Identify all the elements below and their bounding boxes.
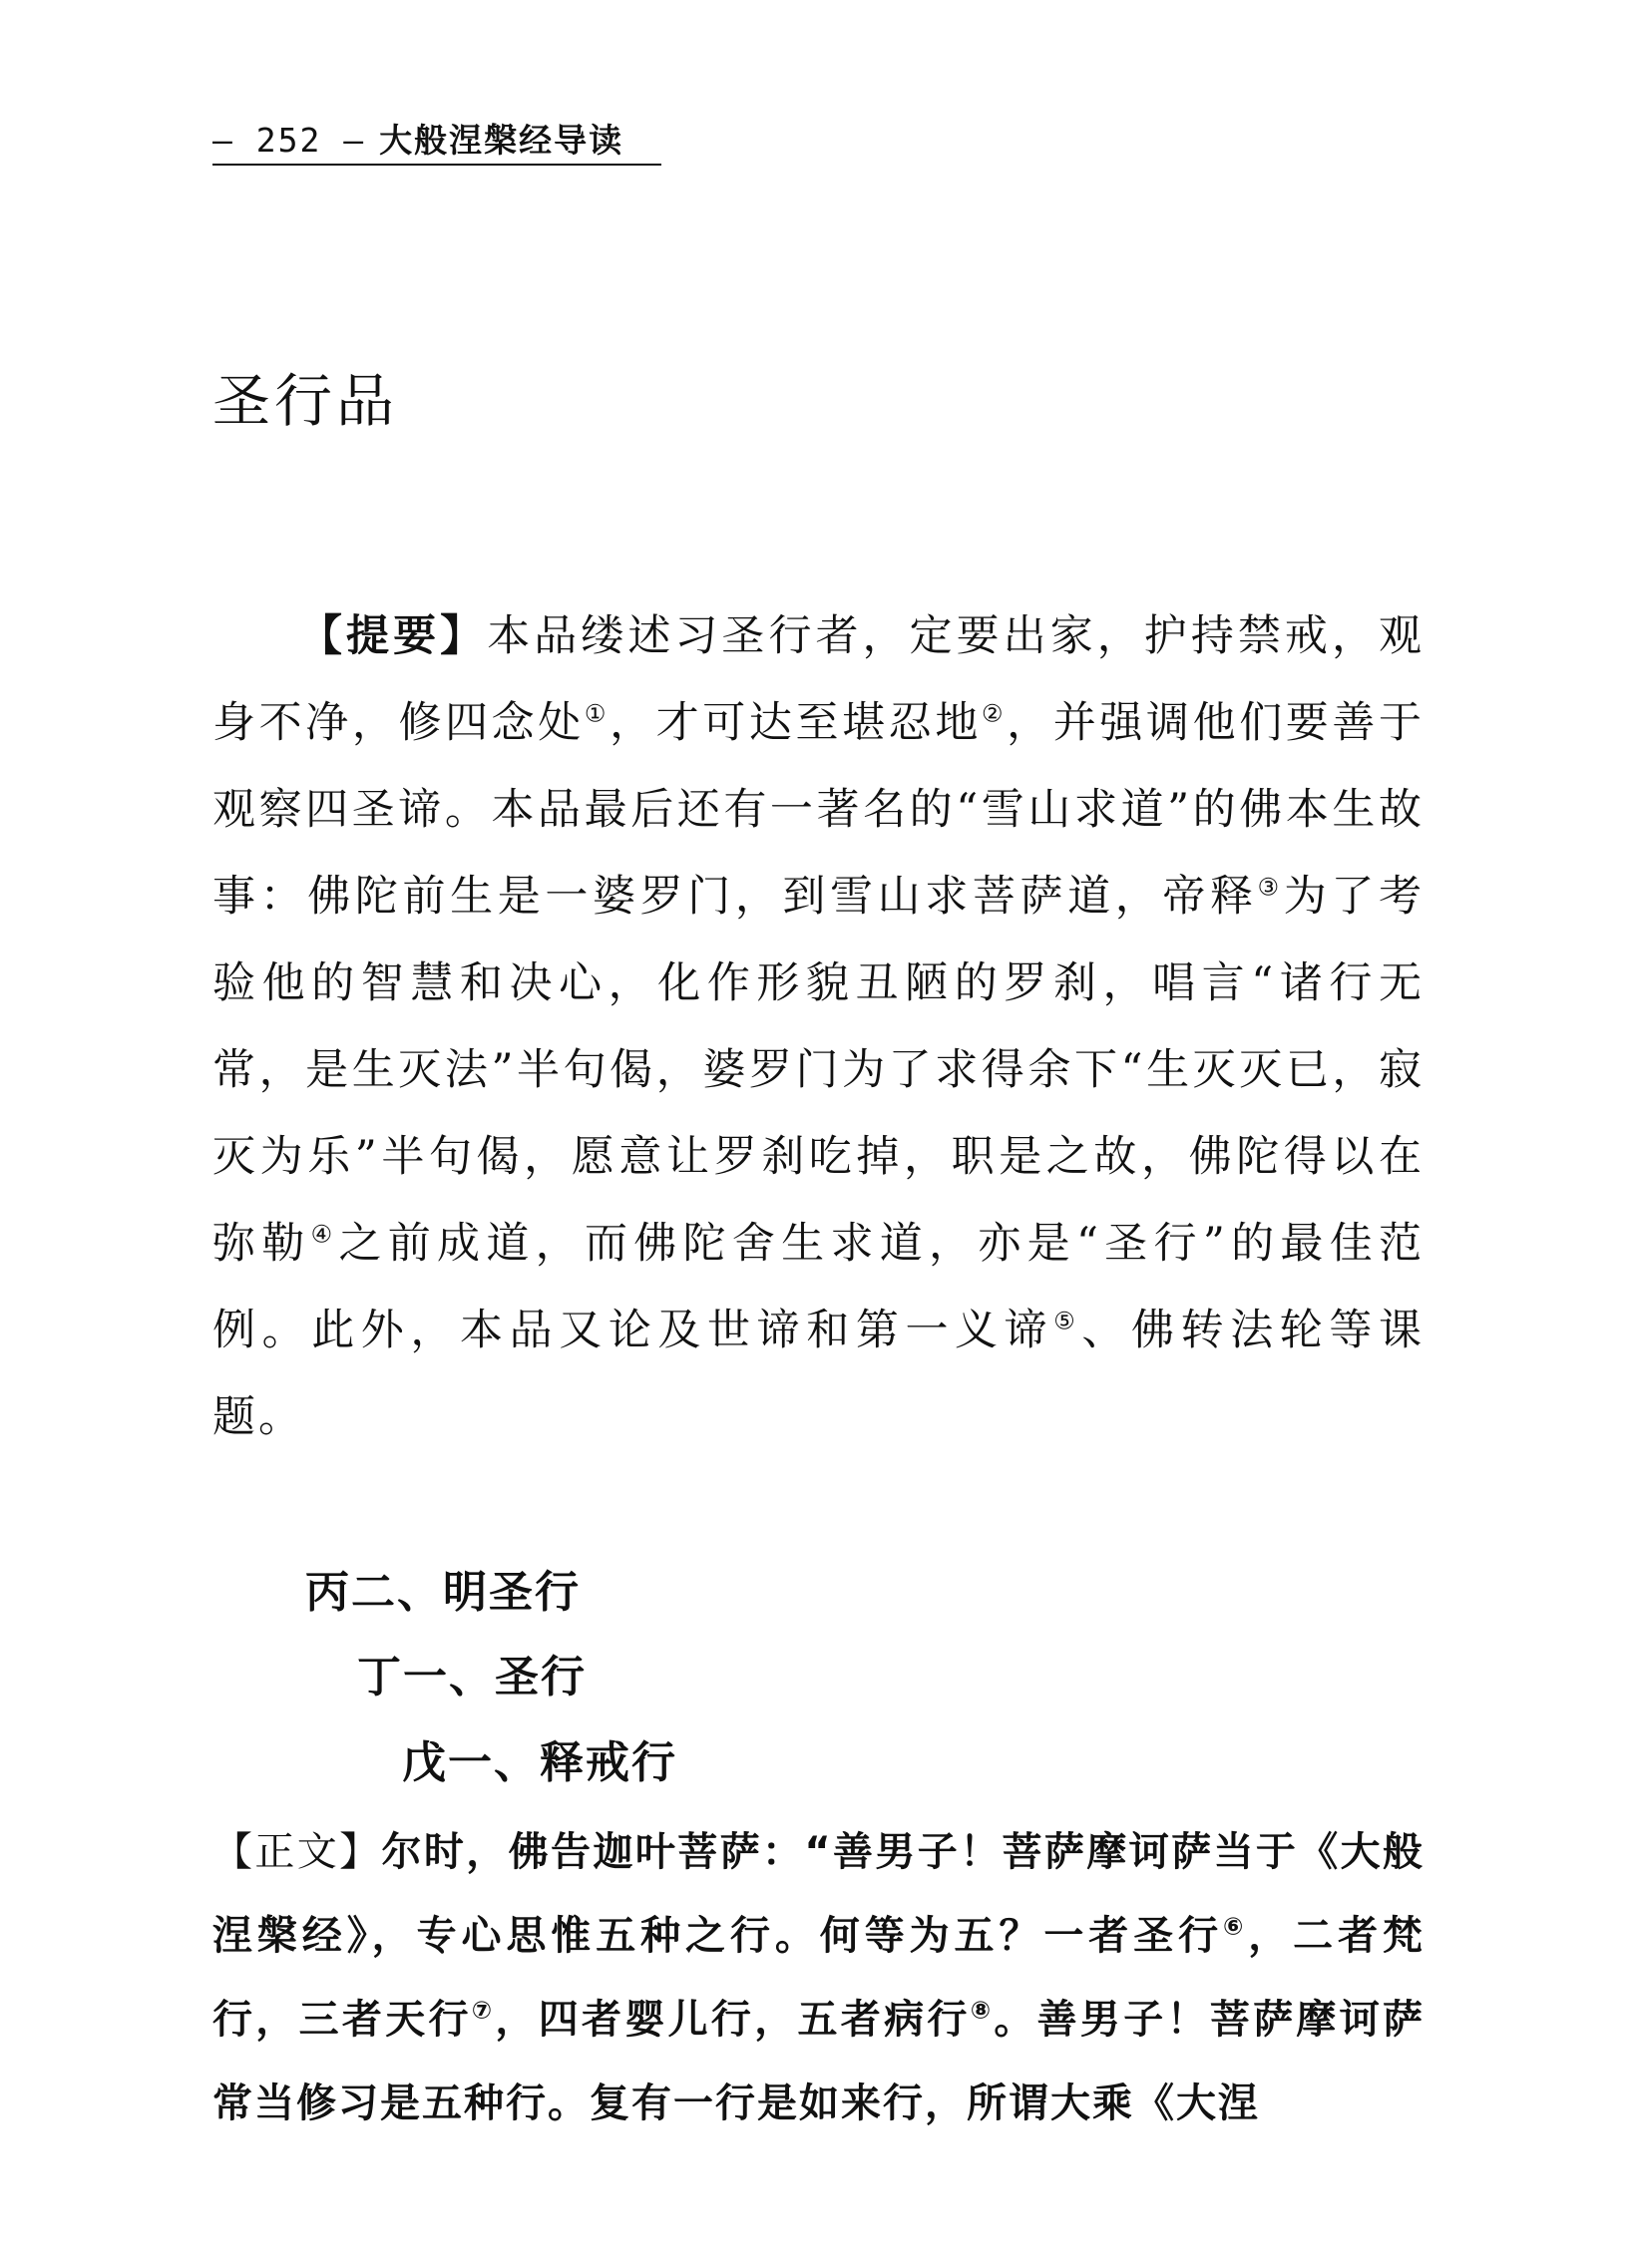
scripture-label: 【正文】 xyxy=(212,1829,382,1875)
summary-text: 、佛转法轮等课题。 xyxy=(212,1306,1425,1442)
footnote-marker: ⑥ xyxy=(1223,1912,1249,1941)
footnote-marker: ③ xyxy=(1257,873,1284,902)
summary-text: 本品缕述习圣行者，定要出家，护持禁戒，观身不净，修四念处 xyxy=(212,611,1425,748)
section-heading-level2: 丁一、圣行 xyxy=(357,1652,587,1702)
running-header xyxy=(212,118,661,166)
summary-text: 之前成道，而佛陀舍生求道，亦是“圣行”的最佳范例。此外，本品又论及世谛和第一义谛 xyxy=(212,1219,1425,1355)
summary-label: 【提要】 xyxy=(299,611,488,661)
scripture-text: ，四者婴儿行，五者病行 xyxy=(495,1997,971,2043)
scripture-text: ，二者梵行，三者天行 xyxy=(212,1913,1425,2043)
footnote-marker: ⑤ xyxy=(1053,1307,1082,1335)
footnote-marker: ④ xyxy=(310,1220,339,1249)
section-heading-level3: 戊一、释戒行 xyxy=(402,1737,677,1788)
scripture-text: 尔时，佛告迦叶菩萨：“善男子！菩萨摩诃萨当于《大般涅槃经》，专心思惟五种之行。何等为五？一者圣行 xyxy=(212,1829,1424,1959)
footnote-marker: ⑦ xyxy=(471,1996,496,2025)
chapter-title: 圣行品 xyxy=(212,367,399,435)
summary-text: ，才可达至堪忍地 xyxy=(610,698,982,748)
summary-paragraph xyxy=(212,593,1424,1461)
section-heading-level1: 丙二、明圣行 xyxy=(305,1567,581,1618)
footnote-marker: ② xyxy=(981,699,1008,728)
footnote-marker: ⑧ xyxy=(970,1996,995,2025)
book-title: 大般涅槃经导读 xyxy=(379,121,624,160)
footnote-marker: ① xyxy=(584,699,610,728)
scripture-text: 。善男子！菩萨摩诃萨常当修习是五种行。复有一行是如来行，所谓大乘《大涅 xyxy=(212,1997,1425,2126)
summary-text: 为了考验他的智慧和决心，化作形貌丑陋的罗刹，唱言“诸行无常，是生灭法”半句偈，婆罗门为了求得余下“生灭灭已，寂灭为乐”半句偈，愿意让罗刹吃掉，职是之故，佛陀得以在弥勒 xyxy=(212,872,1425,1269)
summary-text: ，并强调他们要善于观察四圣谛。本品最后还有一著名的“雪山求道”的佛本生故事：佛陀前生是一婆罗门，到雪山求菩萨道，帝释 xyxy=(212,698,1425,922)
page-number: — 252 — xyxy=(212,121,366,160)
scripture-paragraph xyxy=(212,1810,1424,2145)
